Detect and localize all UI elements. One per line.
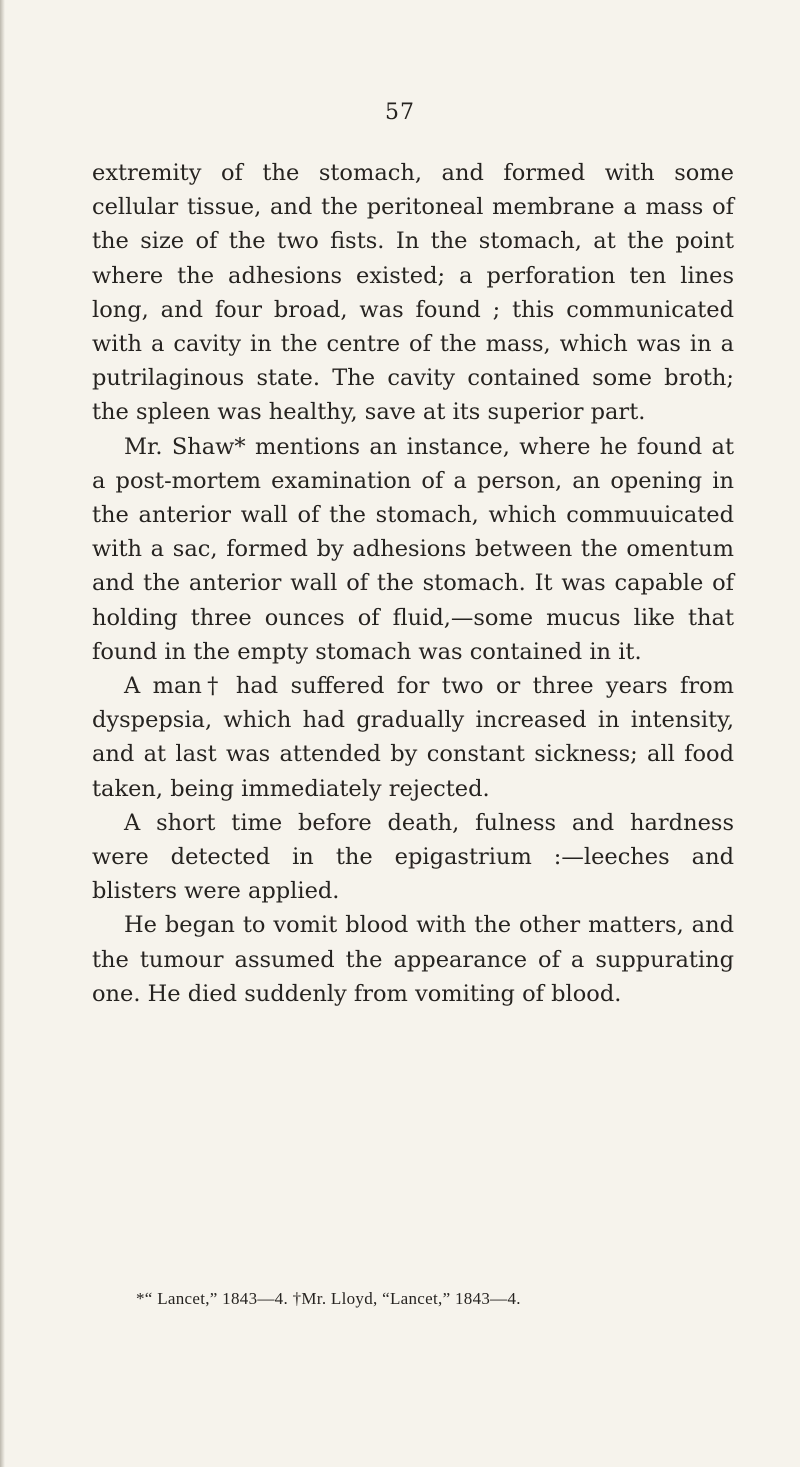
page-edge bbox=[0, 0, 5, 1467]
body-text bbox=[92, 156, 734, 1011]
paragraph-dyspepsia-case: A man† had suffered for two or three years from dyspepsia, which had gradually increased in intensity, and at last was attended by constant sickness; all food taken, being immediately rejected. bbox=[92, 673, 734, 802]
paragraph-epigastrium: A short time before death, fulness and hardness were detected in the epigastrium :—leeches and blisters were applied. bbox=[92, 809, 734, 905]
paragraph-vomiting-blood: He began to vomit blood with the other matters, and the tumour assumed the appearance of a suppurating one. He died suddenly from vomiting of blood. bbox=[92, 912, 734, 1007]
footnotes: *“ Lancet,” 1843—4. †Mr. Lloyd, “Lancet,” 1843—4. bbox=[136, 1289, 521, 1308]
page-number: 57 bbox=[385, 100, 415, 125]
paragraph-continuation: extremity of the stomach, and formed with some cellular tissue, and the peritoneal membrane a mass of the size of the two fists. In the stomach, at the point where the adhesions existed; a perforation ten lines long, and four broad, was found ; this communicated with a cavity in the centre of the mass, which was in a putrilaginous state. The cavity contained some broth; the spleen was healthy, save at its superior part. bbox=[92, 160, 734, 426]
paragraph-shaw-case: Mr. Shaw* mentions an instance, where he found at a post-mortem examination of a person, an opening in the anterior wall of the stomach, which commuuicated with a sac, formed by adhesions between the omentum and the anterior wall of the stomach. It was capable of holding three ounces of fluid,—some mucus like that found in the empty stomach was contained in it. bbox=[92, 433, 734, 665]
